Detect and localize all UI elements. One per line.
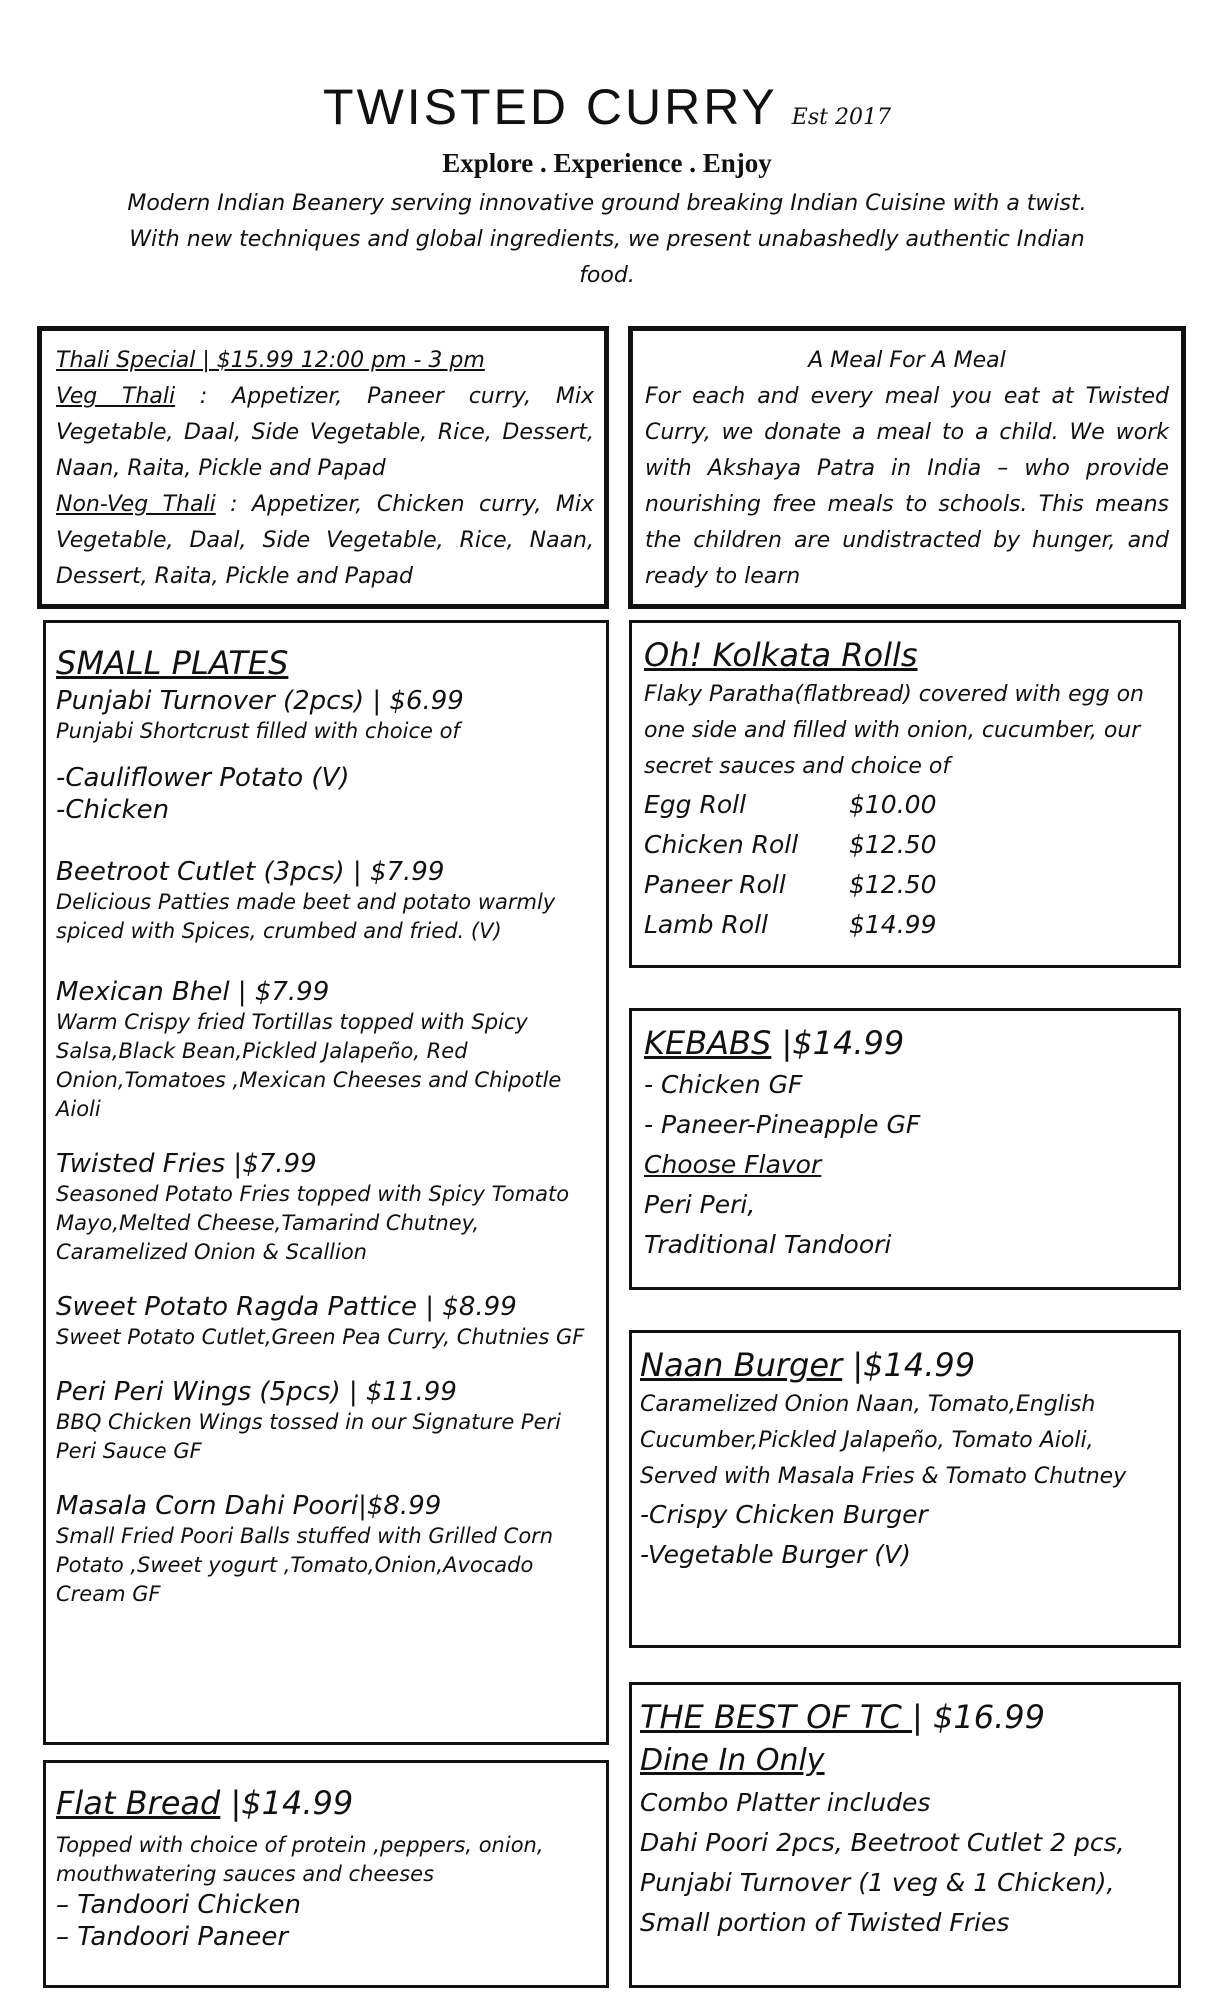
item-desc: Seasoned Potato Fries topped with Spicy Tomato Mayo,Melted Cheese,Tamarind Chutney, Caramelized Onion & Scallion <box>56 1182 570 1264</box>
item-desc: Small Fried Poori Balls stuffed with Grilled Corn Potato ,Sweet yogurt ,Tomato,Onion,Avocado Cream GF <box>56 1524 554 1606</box>
veg-thali-label: Veg Thali <box>56 384 176 409</box>
menu-item <box>56 976 596 1124</box>
burger-heading <box>640 1343 1168 1387</box>
kebab-option: - Paneer-Pineapple GF <box>644 1110 921 1139</box>
rolls-desc: Flaky Paratha(flatbread) covered with egg on one side and filled with onion, cucumber, our secret sauces and choice of <box>644 682 1144 779</box>
item-title: Beetroot Cutlet (3pcs) | $7.99 <box>56 857 445 887</box>
rolls-heading: Oh! Kolkata Rolls <box>644 636 918 674</box>
kebab-option: - Chicken GF <box>644 1070 803 1099</box>
established-year: Est 2017 <box>791 105 891 130</box>
item-title: Masala Corn Dahi Poori|$8.99 <box>56 1491 442 1521</box>
burger-option: -Crispy Chicken Burger <box>640 1500 928 1529</box>
best-heading <box>640 1695 1168 1739</box>
kebabs-title: KEBABS <box>644 1024 772 1062</box>
flat-bread-option: – Tandoori Paneer <box>56 1922 289 1952</box>
tagline: Explore . Experience . Enjoy <box>442 148 772 178</box>
item-option: -Cauliflower Potato (V) <box>56 763 350 793</box>
roll-name: Chicken Roll <box>644 830 799 859</box>
veg-thali-text: : Appetizer, Paneer curry, Mix Vegetable, Daal, Side Vegetable, Rice, Dessert, Naan, Raita, Pickle and Papad <box>56 384 594 481</box>
best-of-tc-box <box>629 1682 1181 1988</box>
best-price: | $16.99 <box>912 1698 1045 1736</box>
nonveg-thali-label: Non-Veg Thali <box>56 492 216 517</box>
roll-price: $10.00 <box>849 790 937 819</box>
menu-item <box>56 1490 596 1609</box>
roll-name: Lamb Roll <box>644 910 768 939</box>
item-desc: BBQ Chicken Wings tossed in our Signature Peri Peri Sauce GF <box>56 1410 561 1463</box>
item-desc: Warm Crispy fried Tortillas topped with Spicy Salsa,Black Bean,Pickled Jalapeño, Red Onion,Tomatoes ,Mexican Cheeses and Chipotle Aioli <box>56 1010 562 1121</box>
flat-bread-title: Flat Bread <box>56 1784 221 1822</box>
restaurant-title <box>0 78 1214 136</box>
brand-name: TWISTED CURRY <box>323 79 778 135</box>
best-line: Punjabi Turnover (1 veg & 1 Chicken), <box>640 1868 1115 1897</box>
roll-name: Paneer Roll <box>644 870 786 899</box>
meal-for-meal-box <box>628 326 1186 609</box>
best-title: THE BEST OF TC <box>640 1698 913 1736</box>
nonveg-thali <box>56 487 594 595</box>
roll-name: Egg Roll <box>644 790 747 819</box>
roll-price: $12.50 <box>849 830 937 859</box>
naan-burger-box <box>629 1330 1181 1648</box>
flat-bread-option: – Tandoori Chicken <box>56 1890 302 1920</box>
item-desc: Sweet Potato Cutlet,Green Pea Curry, Chutnies GF <box>56 1325 585 1349</box>
item-title: Punjabi Turnover (2pcs) | $6.99 <box>56 686 464 716</box>
best-line: Dahi Poori 2pcs, Beetroot Cutlet 2 pcs, <box>640 1828 1125 1857</box>
item-title: Sweet Potato Ragda Pattice | $8.99 <box>56 1292 517 1322</box>
flat-bread-desc: Topped with choice of protein ,peppers, onion, mouthwatering sauces and cheeses <box>56 1833 544 1886</box>
thali-special-box <box>37 326 609 609</box>
menu-item <box>56 685 596 826</box>
kebab-flavor: Peri Peri, <box>644 1190 756 1219</box>
roll-price: $12.50 <box>849 870 937 899</box>
flat-bread-price: |$14.99 <box>220 1784 354 1822</box>
roll-row <box>644 785 1168 825</box>
small-plates-box <box>43 620 609 1745</box>
veg-thali <box>56 379 594 487</box>
dine-in-only: Dine In Only <box>640 1743 825 1778</box>
best-line: Combo Platter includes <box>640 1788 931 1817</box>
thali-heading: Thali Special | $15.99 12:00 pm - 3 pm <box>56 348 485 373</box>
intro-text: Modern Indian Beanery serving innovative ground breaking Indian Cuisine with a twist. With new techniques and global ingredients, we present unabashedly authentic Indian food. <box>127 191 1087 288</box>
roll-price: $14.99 <box>849 910 937 939</box>
item-title: Peri Peri Wings (5pcs) | $11.99 <box>56 1377 457 1407</box>
kebabs-heading <box>644 1021 1168 1065</box>
kebabs-price: |$14.99 <box>771 1024 905 1062</box>
meal-heading: A Meal For A Meal <box>808 348 1006 373</box>
item-desc: Delicious Patties made beet and potato warmly spiced with Spices, crumbed and fried. (V) <box>56 890 556 943</box>
kebab-flavor: Traditional Tandoori <box>644 1230 892 1259</box>
burger-price: |$14.99 <box>842 1346 976 1384</box>
menu-item <box>56 1291 596 1352</box>
flat-bread-heading <box>56 1781 596 1825</box>
item-title: Twisted Fries |$7.99 <box>56 1149 317 1179</box>
meal-text: For each and every meal you eat at Twisted Curry, we donate a meal to a child. We work with Akshaya Patra in India – who provide nourishing free meals to schools. This means the children are undistracted by hunger, and ready to learn <box>645 384 1169 589</box>
nonveg-thali-text: : Appetizer, Chicken curry, Mix Vegetable, Daal, Side Vegetable, Rice, Naan, Dessert, Raita, Pickle and Papad <box>56 492 595 589</box>
best-line: Small portion of Twisted Fries <box>640 1908 1010 1937</box>
burger-option: -Vegetable Burger (V) <box>640 1540 911 1569</box>
kebabs-box <box>629 1008 1181 1290</box>
flat-bread-box <box>43 1760 609 1988</box>
item-option: -Chicken <box>56 795 170 825</box>
roll-row <box>644 825 1168 865</box>
menu-item <box>56 856 596 946</box>
choose-flavor-label: Choose Flavor <box>644 1150 822 1179</box>
burger-desc: Caramelized Onion Naan, Tomato,English Cucumber,Pickled Jalapeño, Tomato Aioli, Served with Masala Fries & Tomato Chutney <box>640 1392 1127 1489</box>
burger-title: Naan Burger <box>640 1346 843 1384</box>
roll-row <box>644 905 1168 945</box>
kolkata-rolls-box <box>629 620 1181 968</box>
small-plates-heading: SMALL PLATES <box>56 644 289 682</box>
menu-item <box>56 1148 596 1267</box>
roll-row <box>644 865 1168 905</box>
item-desc: Punjabi Shortcrust filled with choice of <box>56 719 460 743</box>
menu-item <box>56 1376 596 1466</box>
item-title: Mexican Bhel | $7.99 <box>56 977 330 1007</box>
